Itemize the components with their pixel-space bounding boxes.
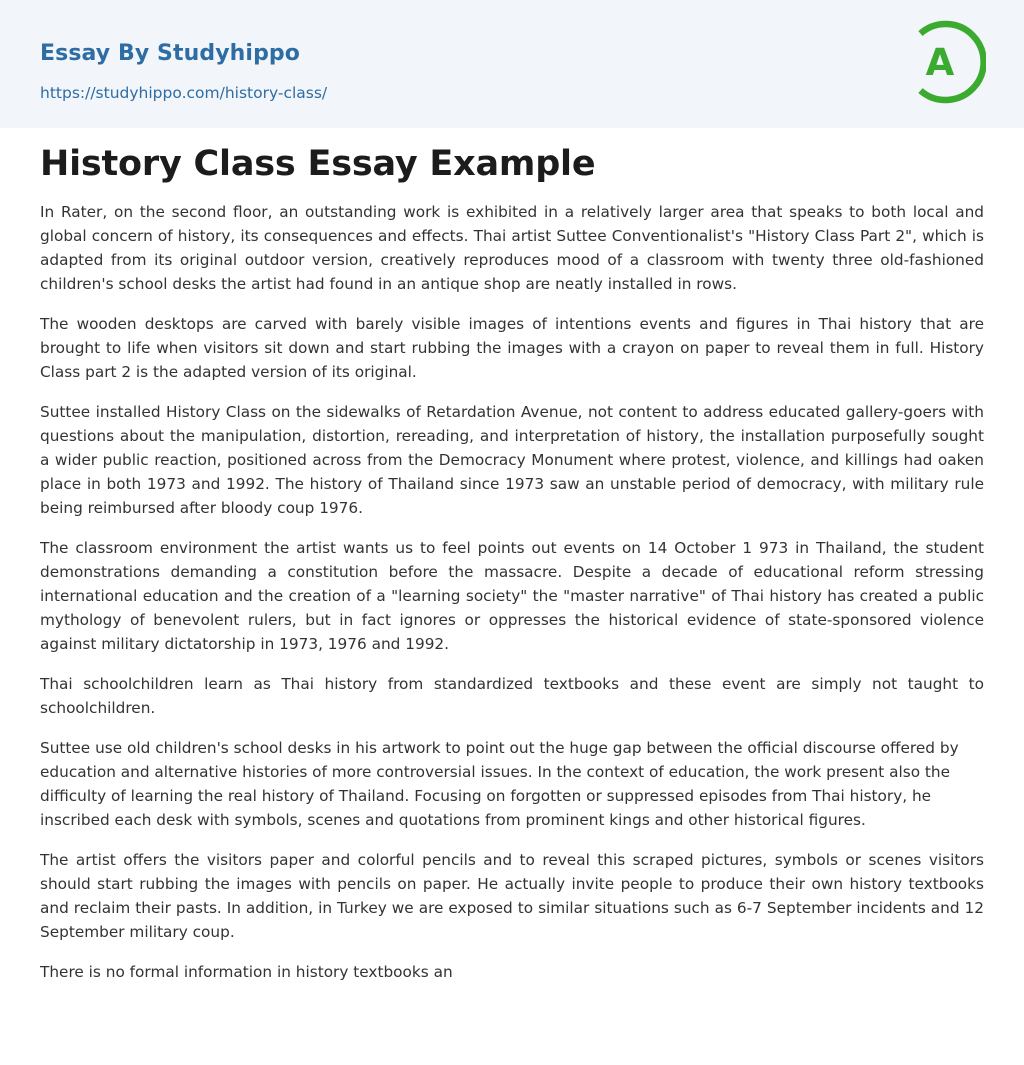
essay-paragraph: Thai schoolchildren learn as Thai history from standardized textbooks and these event are simply not taught to schoolchildren. — [40, 675, 984, 717]
page-title: History Class Essay Example — [40, 144, 596, 184]
essay-paragraph: Suttee installed History Class on the sidewalks of Retardation Avenue, not content to address educated gallery-goers with questions about the manipulation, distortion, rereading, and interpretation of history, the installation purposefully sought a wider public reaction, positioned across from the Democracy Monument where protest, violence, and killings had oaken place in both 1973 and 1992. The history of Thailand since 1973 saw an unstable period of democracy, with military rule being reimbursed after bloody coup 1976. — [40, 403, 984, 517]
essay-paragraph: There is no formal information in history textbooks an — [40, 963, 453, 981]
essay-body — [40, 200, 984, 1000]
essay-paragraph: The artist offers the visitors paper and colorful pencils and to reveal this scraped pictures, symbols or scenes visitors should start rubbing the images with pencils on paper. He actually invite people to produce their own history textbooks and reclaim their pasts. In addition, in Turkey we are exposed to similar situations such as 6-7 September incidents and 12 September military coup. — [40, 851, 984, 941]
essay-paragraph: The classroom environment the artist wants us to feel points out events on 14 October 1 973 in Thailand, the student demonstrations demanding a constitution before the massacre. Despite a decade of educational reform stressing international education and the creation of a "learning society" the "master narrative" of Thai history has created a public mythology of benevolent rulers, but in fact ignores or oppresses the historical evidence of state-sponsored violence against military dictatorship in 1973, 1976 and 1992. — [40, 539, 984, 653]
logo-letter: A — [925, 41, 955, 84]
essay-paragraph: Suttee use old children's school desks in his artwork to point out the huge gap between the official discourse offered by education and alternative histories of more controversial issues. In the context of education, the work present also the difficulty of learning the real history of Thailand. Focusing on forgotten or suppressed episodes from Thai history, he inscribed each desk with symbols, scenes and quotations from prominent kings and other historical figures. — [40, 739, 959, 829]
studyhippo-logo-icon[interactable] — [912, 19, 986, 105]
site-title[interactable]: Essay By Studyhippo — [40, 41, 300, 66]
essay-paragraph: The wooden desktops are carved with barely visible images of intentions events and figures in Thai history that are brought to life when visitors sit down and start rubbing the images with a crayon on paper to reveal them in full. History Class part 2 is the adapted version of its original. — [40, 315, 984, 381]
site-header — [0, 0, 1024, 128]
site-url-link[interactable]: https://studyhippo.com/history-class/ — [40, 84, 328, 102]
essay-paragraph: In Rater, on the second floor, an outstanding work is exhibited in a relatively larger area that speaks to both local and global concern of history, its consequences and effects. Thai artist Suttee Conventionalist's "History Class Part 2", which is adapted from its original outdoor version, creatively reproduces mood of a classroom with twenty three old-fashioned children's school desks the artist had found in an antique shop are neatly installed in rows. — [40, 203, 984, 293]
